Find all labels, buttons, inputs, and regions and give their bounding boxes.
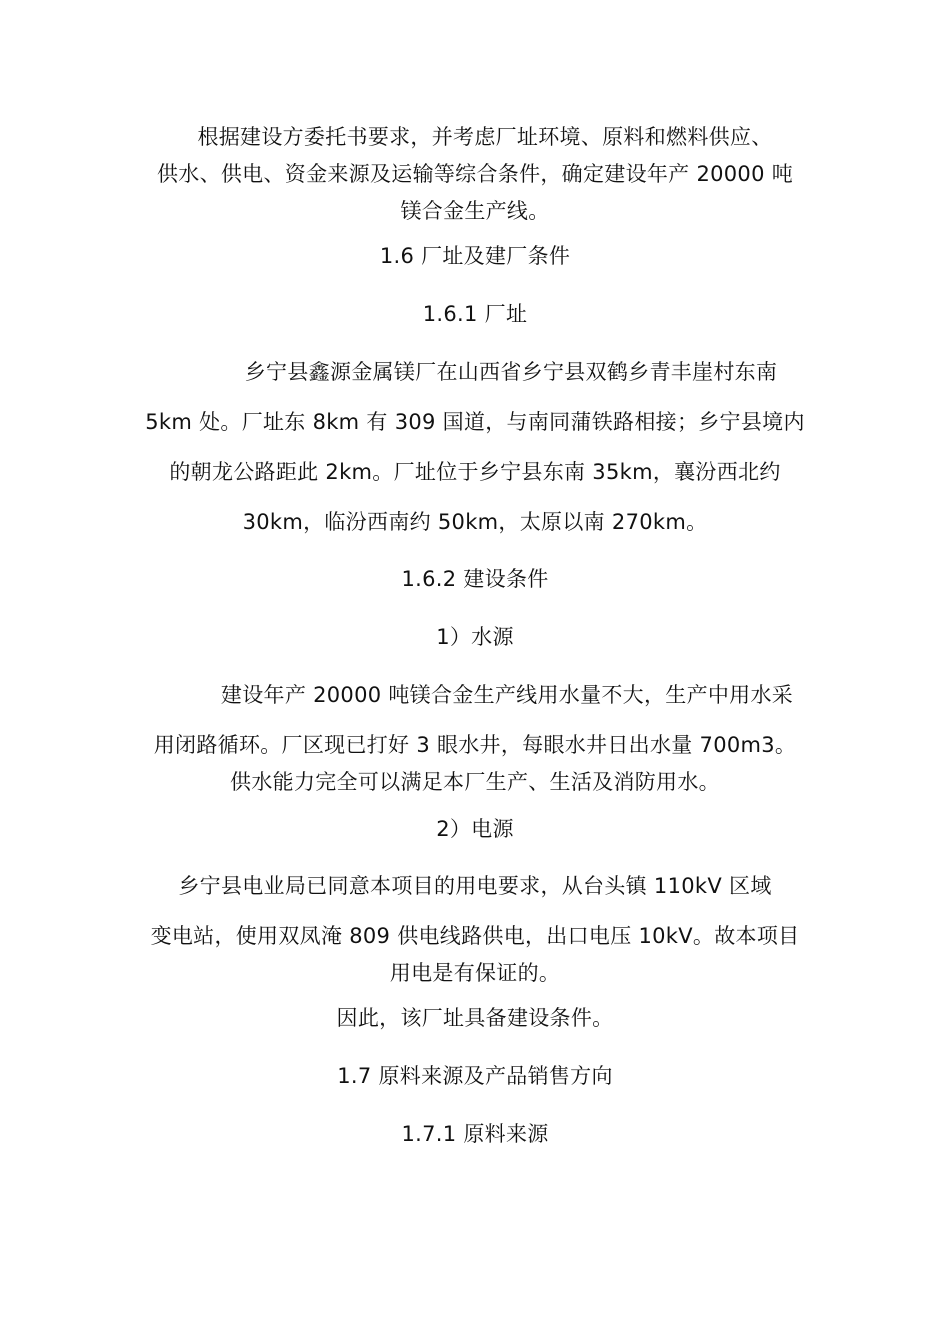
heading-1-6-1: 1.6.1 厂址 bbox=[422, 302, 528, 326]
paragraph-water-line-3: 供水能力完全可以满足本厂生产、生活及消防用水。 bbox=[230, 770, 720, 794]
heading-1-6: 1.6 厂址及建厂条件 bbox=[379, 244, 571, 268]
paragraph-power-line-1: 乡宁县电业局已同意本项目的用电要求，从台头镇 110kV 区域 bbox=[178, 874, 772, 898]
paragraph-site-line-4: 30km，临汾西南约 50km，太原以南 270km。 bbox=[242, 510, 708, 534]
subheading-power: 2）电源 bbox=[436, 817, 514, 841]
paragraph-site-line-2: 5km 处。厂址东 8km 有 309 国道，与南同蒲铁路相接；乡宁县境内 bbox=[145, 410, 805, 434]
heading-1-7-1: 1.7.1 原料来源 bbox=[401, 1122, 549, 1146]
paragraph-power-line-2: 变电站，使用双凤淹 809 供电线路供电，出口电压 10kV。故本项目 bbox=[150, 924, 800, 948]
paragraph-power-line-3: 用电是有保证的。 bbox=[389, 961, 561, 985]
paragraph-water-line-1: 建设年产 20000 吨镁合金生产线用水量不大，生产中用水采 bbox=[220, 683, 794, 707]
paragraph-intro-line-1: 根据建设方委托书要求，并考虑厂址环境、原料和燃料供应、 bbox=[197, 125, 773, 149]
paragraph-intro-line-3: 镁合金生产线。 bbox=[400, 199, 550, 223]
paragraph-site-line-1: 乡宁县鑫源金属镁厂在山西省乡宁县双鹤乡青丰崖村东南 bbox=[244, 360, 778, 384]
paragraph-site-line-3: 的朝龙公路距此 2km。厂址位于乡宁县东南 35km，襄汾西北约 bbox=[169, 460, 781, 484]
heading-1-7: 1.7 原料来源及产品销售方向 bbox=[337, 1064, 613, 1088]
heading-1-6-2: 1.6.2 建设条件 bbox=[401, 567, 549, 591]
conclusion-text: 因此，该厂址具备建设条件。 bbox=[336, 1006, 614, 1030]
paragraph-water-line-2: 用闭路循环。厂区现已打好 3 眼水井，每眼水井日出水量 700m3。 bbox=[153, 733, 797, 757]
paragraph-intro-line-2: 供水、供电、资金来源及运输等综合条件，确定建设年产 20000 吨 bbox=[156, 162, 794, 186]
subheading-water: 1）水源 bbox=[436, 625, 514, 649]
